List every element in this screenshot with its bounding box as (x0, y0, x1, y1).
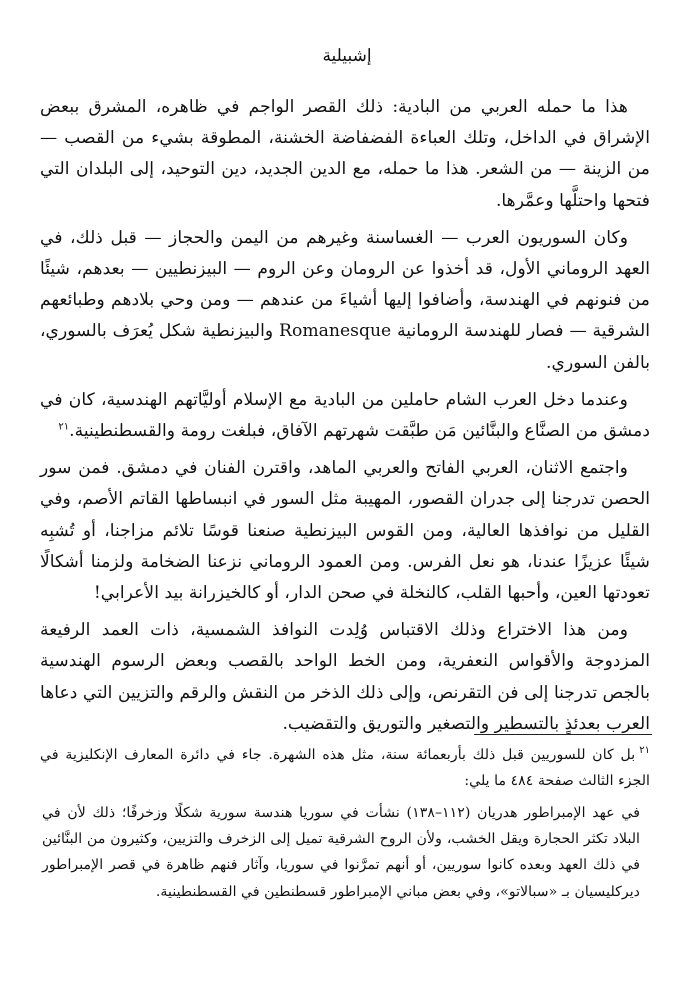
footnote-reference[interactable]: ٢١ (58, 421, 70, 433)
footnote-quote: في عهد الإمبراطور هدريان (١١٢–١٣٨) نشأت في سوريا هندسة سورية شكلًا وزخرفًا؛ ذلك لأن في البلاد تكثر الحجارة ويقل الخشب، ولأن الروح الشرقية تميل إلى الزخرف والتزيين، وكثيرون من البنَّائين في ذلك العهد وبعده كانوا سوريين، أو أنهم تمرَّنوا في سوريا، وآثار فنهم ظاهرة في قصر الإمبراطور ديركليسيان بـ «سبالاتو»، وفي بعض مباني الإمبراطور قسطنطين في القسطنطينية. (42, 805, 641, 900)
paragraph-2-part-1: وكان السوريون العرب — الغساسنة وغيرهم من اليمن والحجاز — قبل ذلك، في العهد الروماني الأول، قد أخذوا عن الرومان وعن الروم — البيزنطيين — بعدهم، شيئًا من فنونهم في الهندسة، وأضافوا إليها أشياءَ من عندهم — ومن وحي بلادهم وطبائعهم الشرقية — فصار للهندسة الرومانية (40, 227, 650, 342)
paragraph-1: هذا ما حمله العربي من البادية: ذلك القصر الواجم في ظاهره، المشرق ببعض الإشراق في الداخل، وتلك العباءة الفضفاضة الخشنة، المطوقة بشيء من القصب — من الزينة — من الشعر. هذا ما حمله، مع الدين الجديد، دين التوحيد، إلى البلدان التي فتحها واحتلَّها وعمَّرها. (40, 97, 650, 211)
latin-term: Romanesque (279, 321, 392, 342)
paragraph-2 (40, 223, 650, 379)
paragraph-2-part-2: والبيزنطية شكل يُعرَف بالسوري، بالفن السوري. (40, 321, 650, 373)
main-text (40, 92, 650, 746)
footnote-text: بل كان للسوريين قبل ذلك بأربعمائة سنة، مثل هذه الشهرة. جاء في دائرة المعارف الإنكليزية في الجزء الثالث صفحة ٤٨٤ ما يلي: (40, 747, 650, 789)
footnote (40, 742, 650, 794)
paragraph-3 (40, 385, 650, 447)
paragraph-4: واجتمع الاثنان، العربي الفاتح والعربي الماهد، واقترن الفنان في دمشق. فمن سور الحصن تدرجنا إلى جدران القصور، المهيبة مثل السور في انبساطها القاتم الأصم، وفي القليل من نوافذها العالية، ومن القوس البيزنطية صنعنا قوسًا تلائم مزاجنا، أو تُشبِه شيئًا عزيزًا عندنا، هو نعل الفرس. ومن العمود الروماني نزعنا الضخامة ولزمنا أشكالًا تعودتها العين، وأحبها القلب، كالنخلة في صحن الدار، أو كالخيزرانة بيد الأعرابي! (40, 458, 650, 604)
running-title: إشبيلية (322, 46, 372, 66)
footnote-divider (474, 734, 652, 735)
paragraph-5: ومن هذا الاختراع وذلك الاقتباس وُلِدت النوافذ الشمسية، ذات العمد الرفيعة المزدوجة والأقواس النعفرية، ومن الخط الواحد بالقصب وبعض الرسوم الهندسية بالجص تدرجنا إلى فن التقرنص، وإلى ذلك الذخر من النقش والرقم والتزيين التي دعاها العرب بعدئذٍ بالتسطير والتصغير والتوريق والتقضيب. (40, 620, 650, 734)
footnote-number: ٢١ (639, 745, 650, 757)
paragraph-3-text: وعندما دخل العرب الشام حاملين من البادية مع الإسلام أوليَّاتهم الهندسية، كان في دمشق من الصنَّاع والبنَّائين مَن طبَّقت شهرتهم الآفاق، فبلغت رومة والقسطنطينية. (40, 389, 650, 442)
